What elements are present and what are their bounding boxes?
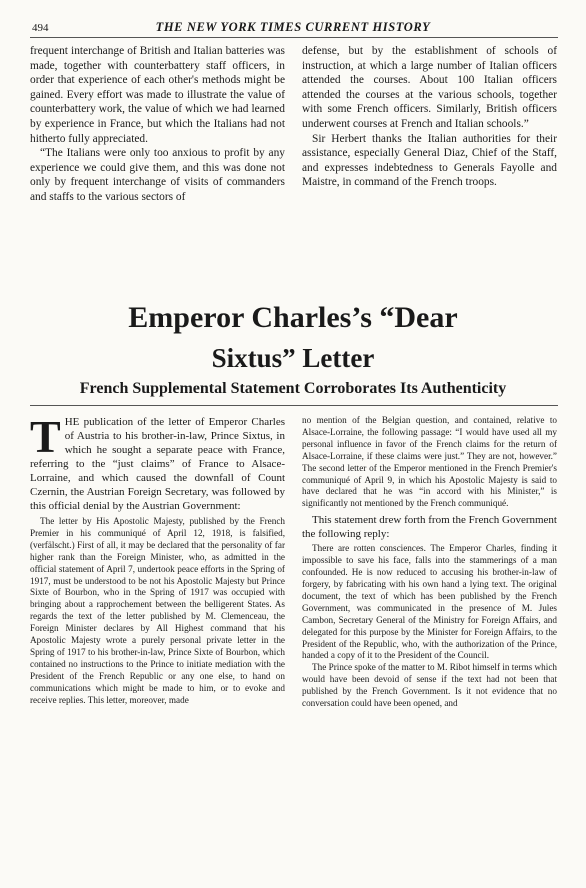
austrian-denial-para: The letter by His Apostolic Majesty, published by the French Premier in his communiqué of April 12, 1918, is falsified, (verfälscht.) First of all, it may be declared that the personality of far higher rank than the Foreign Minister, who, as admitted in the official statement of April 7, undertook peace efforts in the Spring of 1917, must be understood to be not his Apostolic Majesty but Prince Sixte of Bourbon, who in the Spring of 1917 was occupied with bringing about a rapprochement between the belligerent States. As regards the text of the letter published by M. Clemenceau, the Foreign Minister declares by All Highest command that his Apostolic Majesty wrote a purely personal private letter in the Spring of 1917 to his brother-in-law, Prince Sixte of Bourbon, which contained no instructions to the Prince to initiate mediation with the President of the French Republic or any one else, to hand on communications which might be made to him, or to evoke and receive replies. This letter, moreover, made	[30, 516, 285, 705]
subtitle-rule	[30, 405, 558, 406]
french-reply-para-1: There are rotten consciences. The Emperor Charles, finding it impossible to save his face, falls into the stammerings of a man confounded. He is now reduced to accusing his brother-in-law of forgery, by fabricating with his own hand a lying text. The original document, the text of which has been published by the French Government, was communicated in the presence of M. Jules Cambon, Secretary General of the Ministry for Foreign Affairs, and delegated for this purpose by the Minister for Foreign Affairs, to the President of the Republic, who, with the authorization of the Prince, handed a copy of it to the President of the Council.	[302, 543, 557, 661]
french-reply-intro: This statement drew forth from the French Government the following reply:	[302, 514, 557, 541]
austrian-denial-text	[30, 516, 285, 707]
article-subtitle: French Supplemental Statement Corroborates Its Authenticity	[79, 380, 507, 397]
top-left-column	[30, 44, 285, 280]
lede-text: HE publication of the letter of Emperor Charles of Austria to his brother-in-law, Prince Sixtus, in which he sought a separate peace with France, referring to the “just claims” of France to Alsace-Lorraine, and which caused the downfall of Count Czernin, the Austrian Foreign Secretary, was followed by this official denial by the Austrian Government:	[30, 416, 285, 512]
article-title-line-1: Emperor Charles’s “Dear	[128, 301, 458, 334]
running-title: THE NEW YORK TIMES CURRENT HISTORY	[155, 20, 431, 34]
article-right-column	[302, 415, 557, 880]
page-number: 494	[32, 22, 49, 34]
top-left-para-1: frequent interchange of British and Italian batteries was made, together with counterbattery staff officers, in order that experience of each other's methods might be gained. Every effort was made to illustrate the value of counterbattery work, the value of which we had learned by experience in France, but which the Italians had not hitherto fully appreciated.	[30, 45, 285, 145]
french-reply-text	[302, 543, 557, 710]
article-left-column	[30, 415, 285, 880]
top-left-para-2: “The Italians were only too anxious to profit by any experience we could give them, and this was done not only by frequent interchange of visits of commanders and staffs to the various sectors of	[30, 147, 285, 203]
top-right-para-1: defense, but by the establishment of schools of instruction, at which a large number of Italian officers attended the courses. About 100 Italian officers attended the courses at the various schools, together with some French officers. Similarly, British officers underwent courses at French and Italian schools.”	[302, 45, 557, 130]
austrian-denial-continued: no mention of the Belgian question, and contained, relative to Alsace-Lorraine, the following passage: “I would have used all my personal influence in favor of the French claims for the return of Alsace-Lorraine, if these claims were just.” They are not, however.” The second letter of the Emperor mentioned in the French Premier's communiqué of April 9, in which his Apostolic Majesty is said to have declared that he was “in accord with his Minister,” is significantly not mentioned by the French communiqué.	[302, 415, 557, 509]
top-right-para-2: Sir Herbert thanks the Italian authorities for their assistance, especially General Diaz, Chief of the Staff, and expresses indebtedness to Generals Fayolle and Maistre, in command of the French troops.	[302, 132, 557, 189]
drop-cap: T	[30, 415, 61, 462]
article-title-line-2: Sixtus” Letter	[211, 343, 375, 373]
header-rule	[30, 37, 558, 38]
top-right-column	[302, 44, 557, 280]
article-lede	[30, 415, 285, 513]
right-column-top-text	[302, 415, 557, 510]
french-reply-para-2: The Prince spoke of the matter to M. Ribot himself in terms which would have been devoid of sense if the text had not been that published by the French Government. Is it not evidence that no conversation could have been opened, and	[302, 662, 557, 709]
